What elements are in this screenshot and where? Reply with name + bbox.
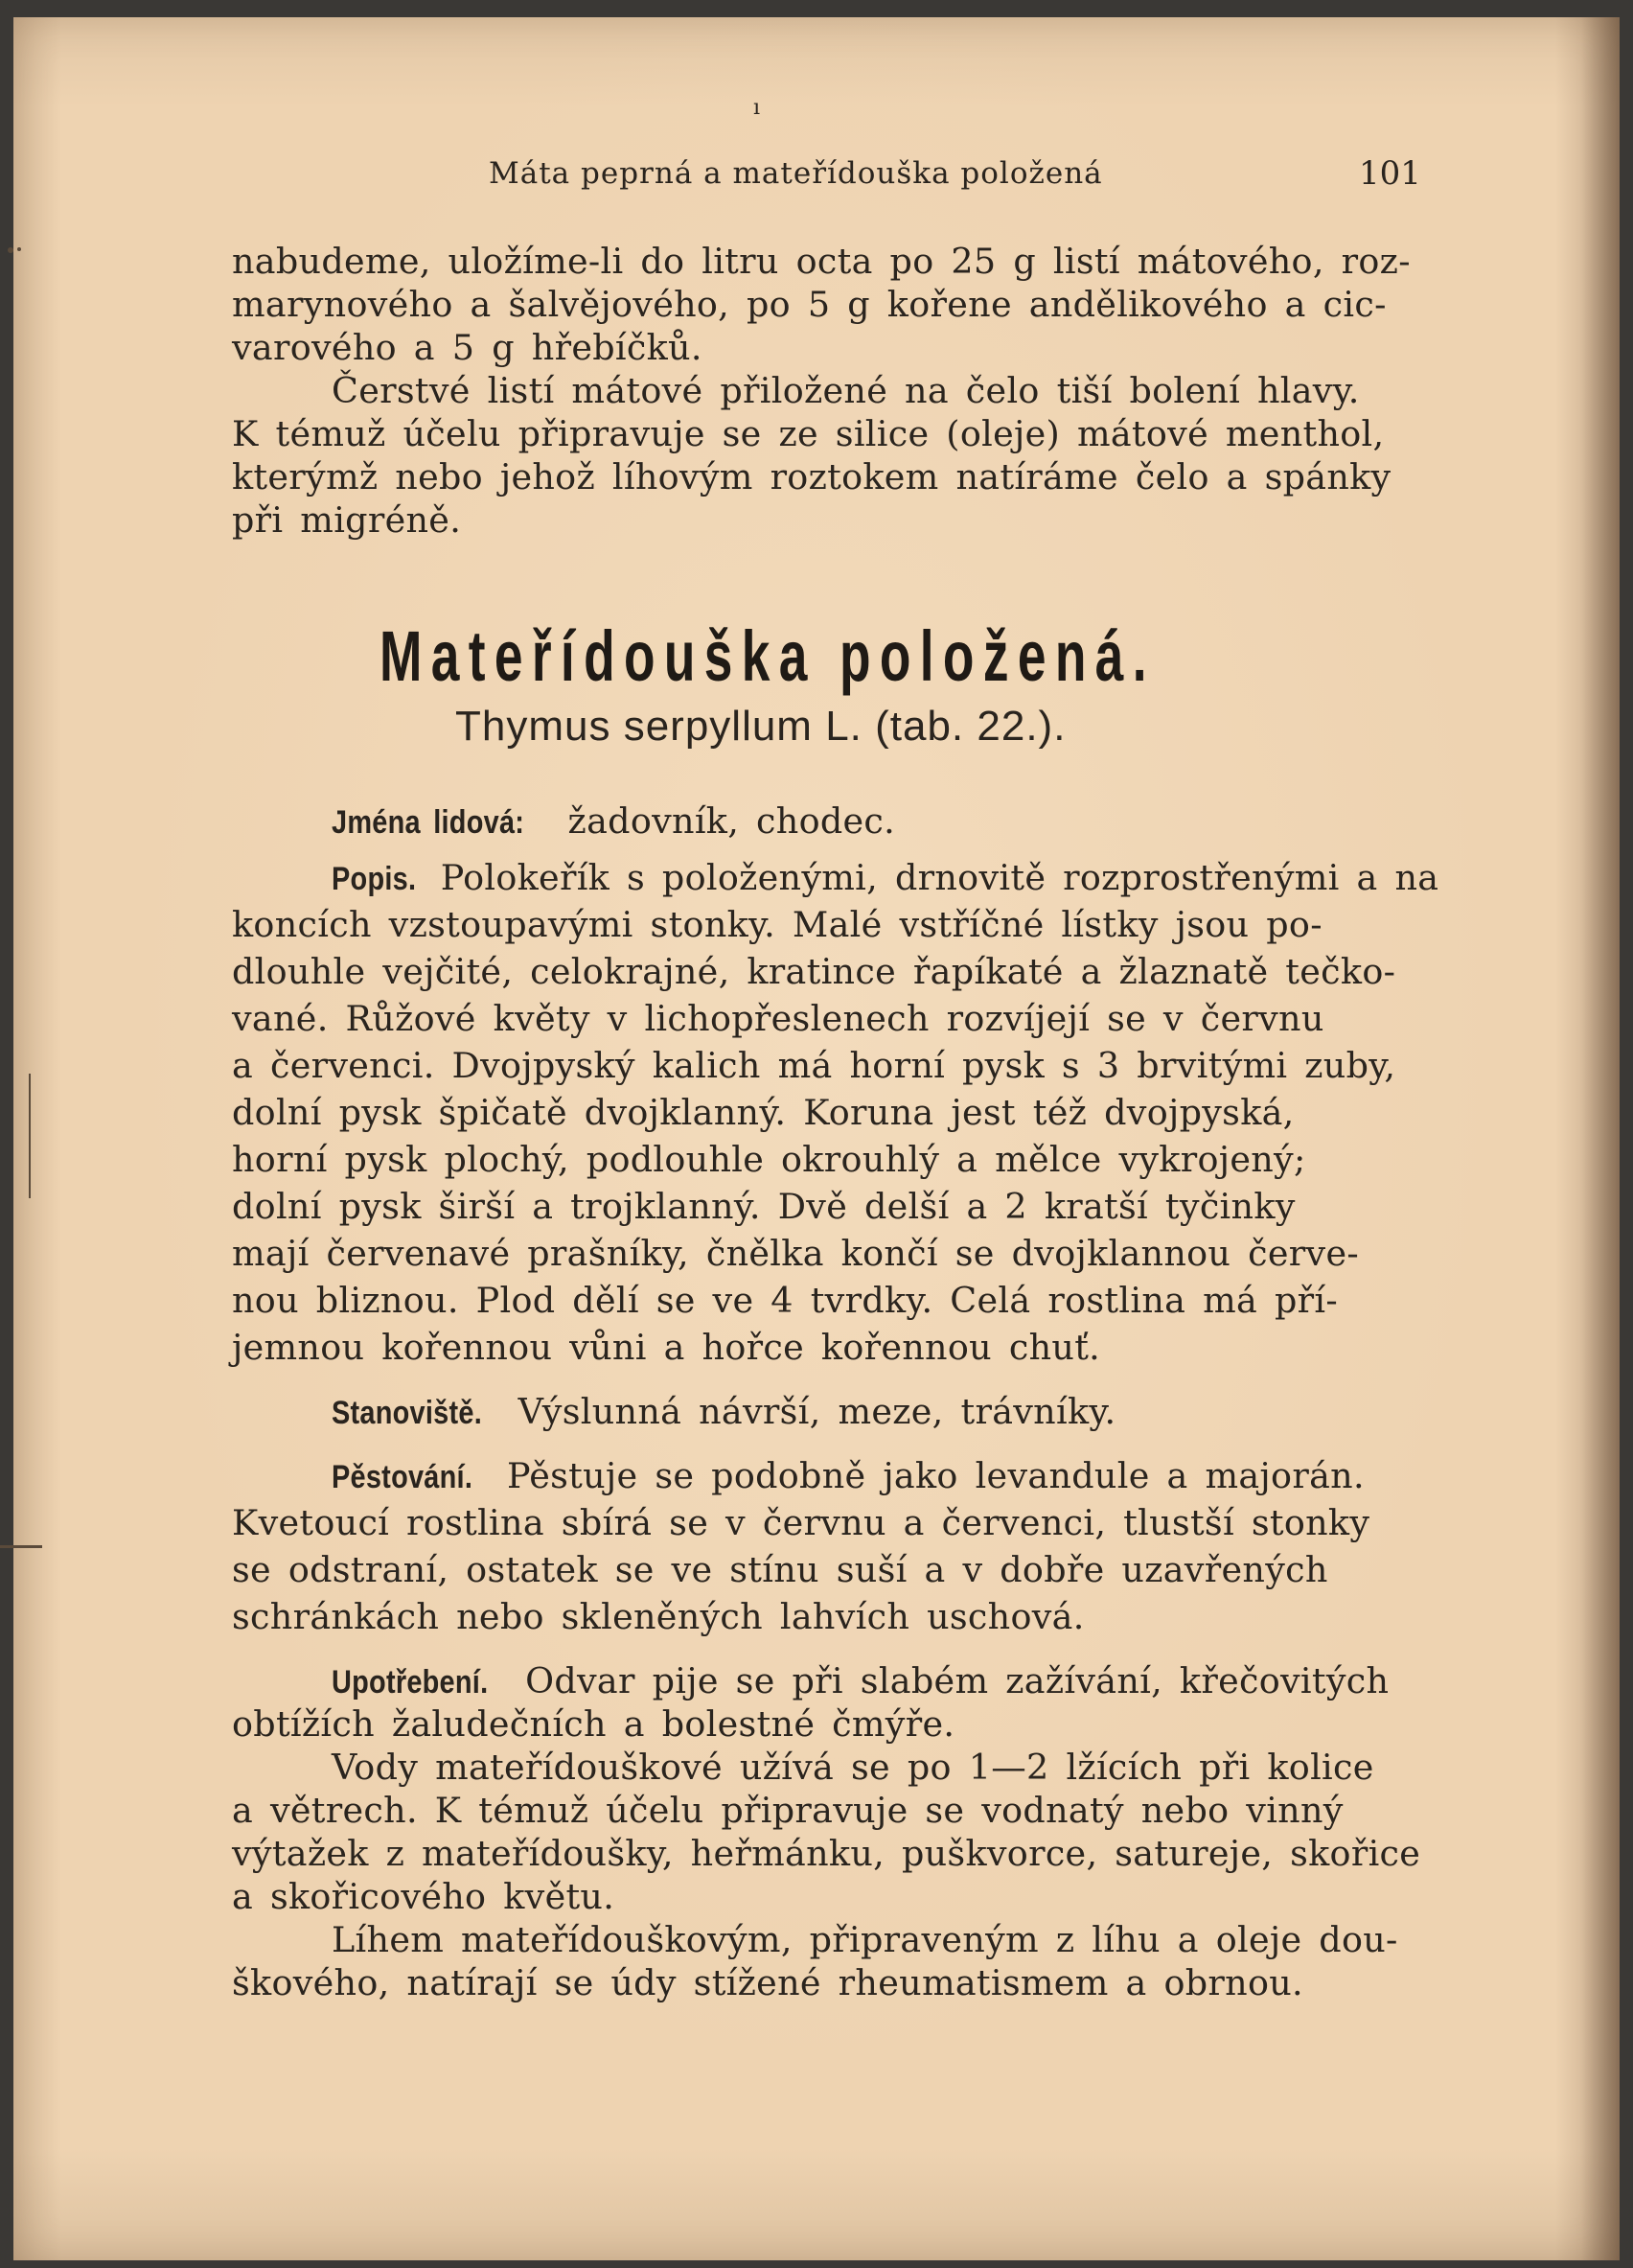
text-line: jemnou kořennou vůni a hořce kořennou chuť.	[232, 1327, 1101, 1368]
page-edge-shadow	[1581, 17, 1620, 2260]
text-line: schránkách nebo skleněných lahvích uschová.	[232, 1596, 1085, 1637]
folk-names-text: žadovník, chodec.	[550, 800, 896, 842]
text-line: a větrech. K témuž účelu připravuje se vodnatý nebo vinný	[232, 1790, 1344, 1831]
cultivation-label: Pěstování.	[332, 1459, 473, 1495]
text-line: dolní pysk širší a trojklanný. Dvě delší a 2 kratší tyčinky	[232, 1186, 1296, 1227]
text-line: vané. Růžové květy v lichopřeslenech rozvíjejí se v červnu	[232, 998, 1324, 1039]
binding-mark	[0, 1545, 42, 1548]
habitat-paragraph	[332, 1390, 1116, 1435]
text-line: Vody mateřídouškové užívá se po 1—2 lžících při kolice	[332, 1747, 1374, 1788]
folk-names-label: Jména lidová:	[332, 804, 525, 841]
text-line: se odstraní, ostatek se ve stínu suší a v dobře uzavřených	[232, 1549, 1328, 1590]
latin-name: Thymus serpyllum L. (tab. 22.).	[455, 703, 1067, 750]
text-line: a červenci. Dvojpyský kalich má horní pysk s 3 brvitými zuby,	[232, 1045, 1396, 1086]
usage-first-line	[332, 1659, 1389, 1704]
text-line: Kvetoucí rostlina sbírá se v červnu a červenci, tlustší stonky	[232, 1502, 1370, 1543]
text-line: škového, natírají se údy stížené rheumatismem a obrnou.	[232, 1962, 1303, 2003]
cultivation-text: Pěstuje se podobně jako levandule a majorán.	[490, 1455, 1365, 1496]
running-title: Máta peprná a mateřídouška položená	[489, 156, 1103, 191]
top-mark: ı	[753, 96, 761, 120]
binding-mark	[29, 1074, 31, 1198]
text-line: nou bliznou. Plod dělí se ve 4 tvrdky. Celá rostlina má pří-	[232, 1280, 1338, 1321]
text-line: a skořicového květu.	[232, 1876, 615, 1917]
text-line: kterýmž nebo jehož líhovým roztokem natíráme čelo a spánky	[232, 456, 1392, 498]
usage-label: Upotřebení.	[332, 1664, 489, 1701]
text-line: výtažek z mateřídoušky, heřmánku, puškvorce, satureje, skořice	[232, 1833, 1421, 1874]
section-title: Mateřídouška položená.	[380, 616, 1156, 696]
text-line: dlouhle vejčité, celokrajné, kratince řapíkaté a žlaznatě tečko-	[232, 951, 1396, 992]
text-line: obtížích žaludečních a bolestné čmýře.	[232, 1703, 955, 1745]
binding-mark	[8, 247, 13, 253]
text-line: varového a 5 g hřebíčků.	[232, 327, 702, 368]
cultivation-first-line	[332, 1454, 1365, 1499]
page-number: 101	[1359, 154, 1421, 193]
text-line: horní pysk plochý, podlouhle okrouhlý a mělce vykrojený;	[232, 1139, 1306, 1180]
text-line: mají červenavé prašníky, čnělka končí se dvojklannou červe-	[232, 1233, 1359, 1274]
habitat-text: Výslunná návrší, meze, trávníky.	[500, 1391, 1116, 1432]
description-label: Popis.	[332, 861, 417, 897]
usage-text: Odvar pije se při slabém zažívání, křečovitých	[508, 1660, 1390, 1701]
text-line: nabudeme, uložíme-li do litru octa po 25 g listí mátového, roz-	[232, 241, 1411, 282]
description-first-line	[332, 856, 1438, 901]
text-line: marynového a šalvějového, po 5 g kořene andělikového a cic-	[232, 284, 1387, 325]
description-text: Polokeřík s položenými, drnovitě rozprostřenými a na	[423, 857, 1439, 898]
binding-mark	[17, 247, 21, 251]
text-line: K témuž účelu připravuje se ze silice (oleje) mátové menthol,	[232, 413, 1385, 454]
text-line: koncích vzstoupavými stonky. Malé vstříčné lístky jsou po-	[232, 904, 1322, 945]
text-line: Líhem mateřídouškovým, připraveným z líhu a oleje dou-	[332, 1919, 1398, 1960]
text-line: dolní pysk špičatě dvojklanný. Koruna jest též dvojpyská,	[232, 1092, 1295, 1133]
folk-names-paragraph	[332, 799, 895, 845]
habitat-label: Stanoviště.	[332, 1395, 482, 1431]
text-line: Čerstvé listí mátové přiložené na čelo tiší bolení hlavy.	[332, 370, 1360, 411]
text-line: při migréně.	[232, 499, 462, 541]
